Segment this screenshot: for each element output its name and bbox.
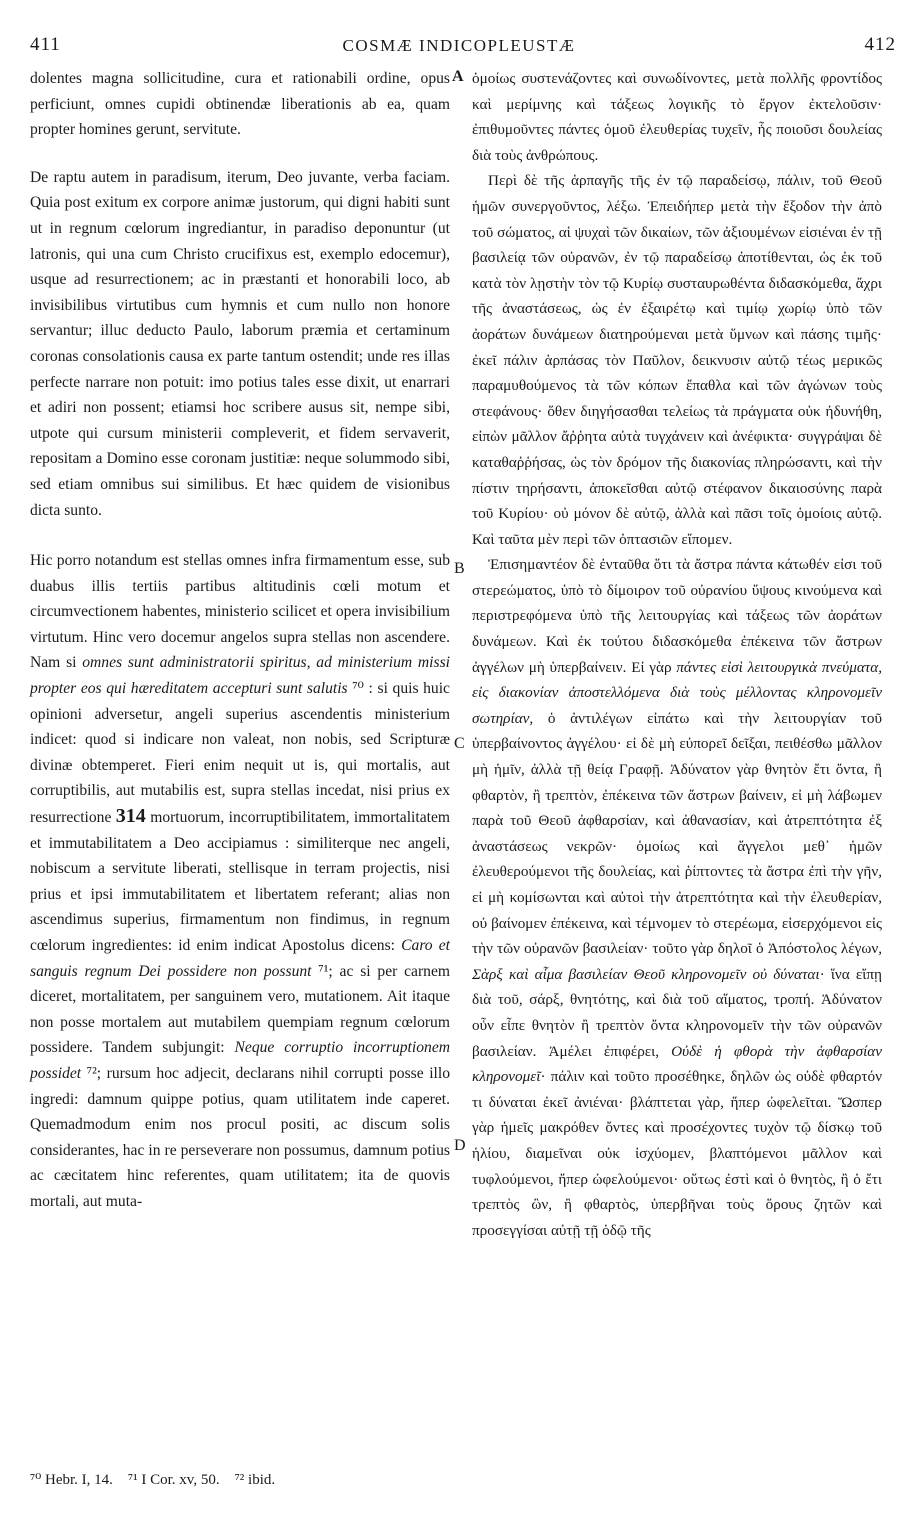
latin-text: mortuorum, incorruptibilitatem, immortalitatem et immutabilitatem a Deo accipiamus : similiterque nec angeli, nobiscum a servitute liberati, stellisque in terram projectis, nisi prius et ipsi immutabilitatem et libertatem referant; alias non ascendimus superius, firmamentum non findimus, in regnum cœlorum ingredientes: id enim indicat Apostolus dicens: [30,809,451,954]
greek-paragraph-1: ὁμοίως συστενάζοντες καὶ συνωδίνοντες, μετὰ πολλῆς φροντίδος καὶ μερίμνης καὶ τάξεως λογικῆς τὸ ἔργον ἐκτελοῦσιν· ἐπιθυμοῦντες πάντες ὁμοῦ ἐλευθερίας τυχεῖν, ἧς ποιοῦσι δουλείας διὰ τοὺς ἀνθρώπους. [472,70,882,164]
latin-text: ⁷²; rursum hoc adjecit, declarans nihil corrupti posse illo ingredi: damnum quippe potius, quam utilitatem inde caperet. Quemadmodum enim nos procul positi, ac discum solis considerantes, hac in re perseverare non possumus, damnum potius ac cæcitatem hinc referentes, quam utilitatem; ita de quovis mortali, aut muta- [30,1064,450,1210]
latin-text: ⁷¹; ac si per carnem diceret, mortalitatem, per sanguinem vero, mutationem. Ait itaque non posse mortalem aut mutabilem quempiam regnum cœlorum possidere. Tandem subjungit: [30,962,450,1057]
latin-text: ⁷⁰ : si quis huic opinioni adversetur, angeli superius ascendentis ministerium indicet: quod si indicare non valeat, non nobis, sed Scripturæ divinæ obtemperet. Fieri enim nequit ut is, qui mortalis, aut corruptibilis, aut mutabilis est, supra stellas incedat, nisi prius ex resurrectione [30,680,450,827]
section-marker-b: B [454,560,465,577]
latin-column [30,66,450,1215]
page-number-right: 412 [864,34,896,55]
page-number-left: 411 [30,34,61,55]
greek-quote: πάντες εἰσὶ λειτουργικὰ πνεύματα, εἰς διακονίαν ἀποστελλόμενα διὰ τοὺς μέλλοντας κληρονομεῖν σωτηρίαν [472,658,882,727]
section-marker-a: A [452,68,464,85]
greek-text: , ὁ ἀντιλέγων εἰπάτω καὶ τὴν λειτουργίαν τοῦ ὑπερβαίνοντος ἀγγέλου· εἰ δὲ μὴ εὐπορεῖ δεῖξαι, πειθέσθω μᾶλλον μὴ ἡμῖν, ἀλλὰ τῇ θείᾳ Γραφῇ. Ἀδύνατον γὰρ θνητὸν ἔτι ὄντα, ἢ φθαρτὸν, ἢ τρεπτὸν, ἐπέκεινα τῶν ἄστρων βαίνειν, εἰ μὴ λάβωμεν παρὰ τοῦ Θεοῦ ἀφθαρσίαν, καὶ ἀθανασίαν, καὶ ἀτρεπτότητα ἐξ ἀναστάσεως νεκρῶν· ὁμοίως καὶ ἄγγελοι μεθ᾽ ἡμῶν ἐλευθερούμενοι τῆς δουλείας, καὶ ῥίπτοντες τὰ ἄστρα ἐπὶ τὴν γῆν, εἰ μὴ κομίσωνται καὶ αὐτοὶ τὴν ἀτρεπτότητα καὶ τὴν ἐλευθερίαν, οὐ βαίνομεν ἐπέκεινα, καὶ τέμνομεν τὸ στερέωμα, εἰσερχόμενοι εἰς τὴν τῶν οὐρανῶν βασιλείαν· τοῦτο γὰρ δηλοῖ ὁ Ἀπόστολος λέγων, [472,709,882,958]
greek-text: · ἵνα εἴπῃ διὰ τοῦ, σάρξ, θνητότης, καὶ διὰ τοῦ αἵματος, τροπή. Ἀδύνατον οὖν εἶπε θνητὸν ἢ τρεπτὸν ὄντα κληρονομεῖν τὴν τῶν οὐρανῶν βασιλείαν. Ἀμέλει ἐπιφέρει, [472,965,882,1060]
greek-quote: Σὰρξ καὶ αἷμα βασιλείαν Θεοῦ κληρονομεῖν οὐ δύναται [472,965,820,983]
greek-paragraph-3 [472,552,882,1243]
page-header [0,34,918,60]
running-title: COSMÆ INDICOPLEUSTÆ [342,36,576,55]
latin-text: Hic porro notandum est stellas omnes infra firmamentum esse, sub duabus illis tertiis partibus altitudinis cœli motum et circumvectionem habentes, ministerio scilicet et opera invisibilium virtutum. Hinc vero docemur angelos supra stellas non ascendere. Nam si [30,552,450,672]
latin-paragraph-3 [30,548,450,1214]
greek-text: Ἐπισημαντέον δὲ ἐνταῦθα ὅτι τὰ ἄστρα πάντα κάτωθέν εἰσι τοῦ στερεώματος, ὑπὸ τὸ δίμοιρον τοῦ οὐρανίου ὕψους κινούμενα καὶ περιστρεφόμενα ὑπὸ τῆς λειτουργίας καὶ τάξεως τῶν ἀοράτων δυνάμεων. Καὶ ἐκ τούτου διδασκόμεθα ἐπέκεινα τῶν ἄστρων ἀγγέλων μὴ ὑπερβαίνειν. Εἰ γὰρ [472,556,882,676]
greek-paragraph-2: Περὶ δὲ τῆς ἁρπαγῆς τῆς ἐν τῷ παραδείσῳ, πάλιν, τοῦ Θεοῦ ἡμῶν συνεργοῦντος, λέξω. Ἐπειδήπερ μετὰ τὴν ἔξοδον τὴν ἀπὸ τοῦ σώματος, αἱ ψυχαὶ τῶν δικαίων, τῶν ἀξιουμένων εἰσιέναι ἐν τῇ βασιλείᾳ τῶν οὐρανῶν, ἐν τῷ παραδείσῳ ἀποτίθενται, ὡς ἐκ τοῦ κατὰ τὸν λῃστὴν τὸν τῷ Κυρίῳ συσταυρωθέντα διδασκόμεθα, ἄχρι τῆς ἀναστάσεως, ὡς ἐν ἐξαιρέτῳ καὶ τιμίῳ χωρίῳ ὑπὸ τῶν ἀοράτων δυνάμεων διατηρούμεναι μετὰ ὕμνων καὶ πάσης τιμῆς· ἐκεῖ πάλιν ἁρπάσας τὸν Παῦλον, δεικνυσιν αὐτῷ τέως μερικῶς παραμυθούμενος τὰ τῶν κόπων ἔπαθλα καὶ τῶν ἀγώνων τοὺς στεφάνους· ὅθεν διηγήσασθαι τελείως τὰ πράγματα οὐκ ἠδυνήθη, εἰπὼν μᾶλλον ἄῤῥητα αὐτὰ τυγχάνειν καὶ ἀνέφικτα· συγγράψαι δὲ καταθαῤῥήσας, ὡς τὸν δρόμον τῆς διακονίας πληρώσαντι, καὶ τὴν πίστιν τηρήσαντι, ἀποκεῖσθαι αὐτῷ στέφανον δικαιοσύνης παρὰ τοῦ Κυρίου· οὐ μόνον δὲ αὐτῷ, ἀλλὰ καὶ πᾶσι τοῖς ὁμοίοις αὐτῷ. Καὶ ταῦτα μὲν περὶ τῶν ὀπτασιῶν εἴπομεν. [472,172,882,548]
greek-quote: Οὐδὲ ἡ φθορὰ τὴν ἀφθαρσίαν κληρονομεῖ [472,1042,882,1086]
latin-quote: Caro et sanguis regnum Dei possidere non possunt [30,937,450,980]
footnotes: ⁷⁰ Hebr. I, 14. ⁷¹ I Cor. xv, 50. ⁷² ibid. [30,1472,276,1488]
latin-quote: omnes sunt administratorii spiritus, ad ministerium missi propter eos qui hæreditatem accepturi sunt salutis [30,654,450,698]
greek-text: · πάλιν καὶ τοῦτο προσέθηκε, δηλῶν ὡς οὐδὲ φθαρτόν τι δύναται ἐκεῖ ἀνιέναι· βλάπτεται γὰρ, ἤπερ ὠφελεῖται. Ὥσπερ γὰρ ἡμεῖς μακρόθεν ὄντες καὶ προσέχοντες τυχὸν τῷ δίσκῳ τοῦ ἡλίου, διαμεῖναι οὐκ ἰσχύομεν, βλαπτόμενοι μᾶλλον καὶ τυφλούμενοι, ἤπερ ὠφελούμενοι· οὕτως ἐστὶ καὶ ὁ θνητὸς, ἢ ὁ ἔτι τρεπτὸς ὢν, ἢ φθαρτὸς, ὑπερβῆναι τοὺς ὅρους ζητῶν καὶ προσεγγίσαι αὐτῇ τῇ ὁδῷ τῆς [472,1068,882,1239]
latin-quote: Neque corruptio incorruptionem possidet [30,1039,450,1082]
latin-paragraph-2: De raptu autem in paradisum, iterum, Deo juvante, verba faciam. Quia post exitum ex corpore animæ justorum, qui digni habiti sunt ut in regnum cœlorum ingrediantur, in paradiso deponuntur (ut latronis, qui una cum Christo crucifixus est, exemplo edocemur), usque ad resurrectionem; ac in præstanti et honorabili loco, ab invisibilibus virtutibus cum hymnis et cum nullo non honore servantur; illuc deducto Paulo, laborum præmia et certaminum coronas consolationis causa ex parte tantum ostendit; unde res illas perfecte narrare non potuit: imo potius tales esse dixit, ut enarrari et adiri non possent; etiamsi hoc scribere ausus sit, nempe sibi, utpote qui cursum ministerii compleverit, et fidem servaverit, repositam a Domino esse coronam justitiæ: neque solummodo sibi, sed etiam omnibus sui similibus. Et hæc quidem de visionibus dicta sunto. [30,168,450,519]
greek-column [472,66,882,1243]
section-marker-d: D [454,1137,466,1154]
latin-paragraph-1: dolentes magna sollicitudine, cura et rationabili ordine, opus perficiunt, omnes cupidi obtinendæ liberationis ab ea, quam propter homines gerunt, servitute. [30,70,450,139]
section-marker-c: C [454,735,465,752]
original-page-number: 314 [115,805,146,828]
